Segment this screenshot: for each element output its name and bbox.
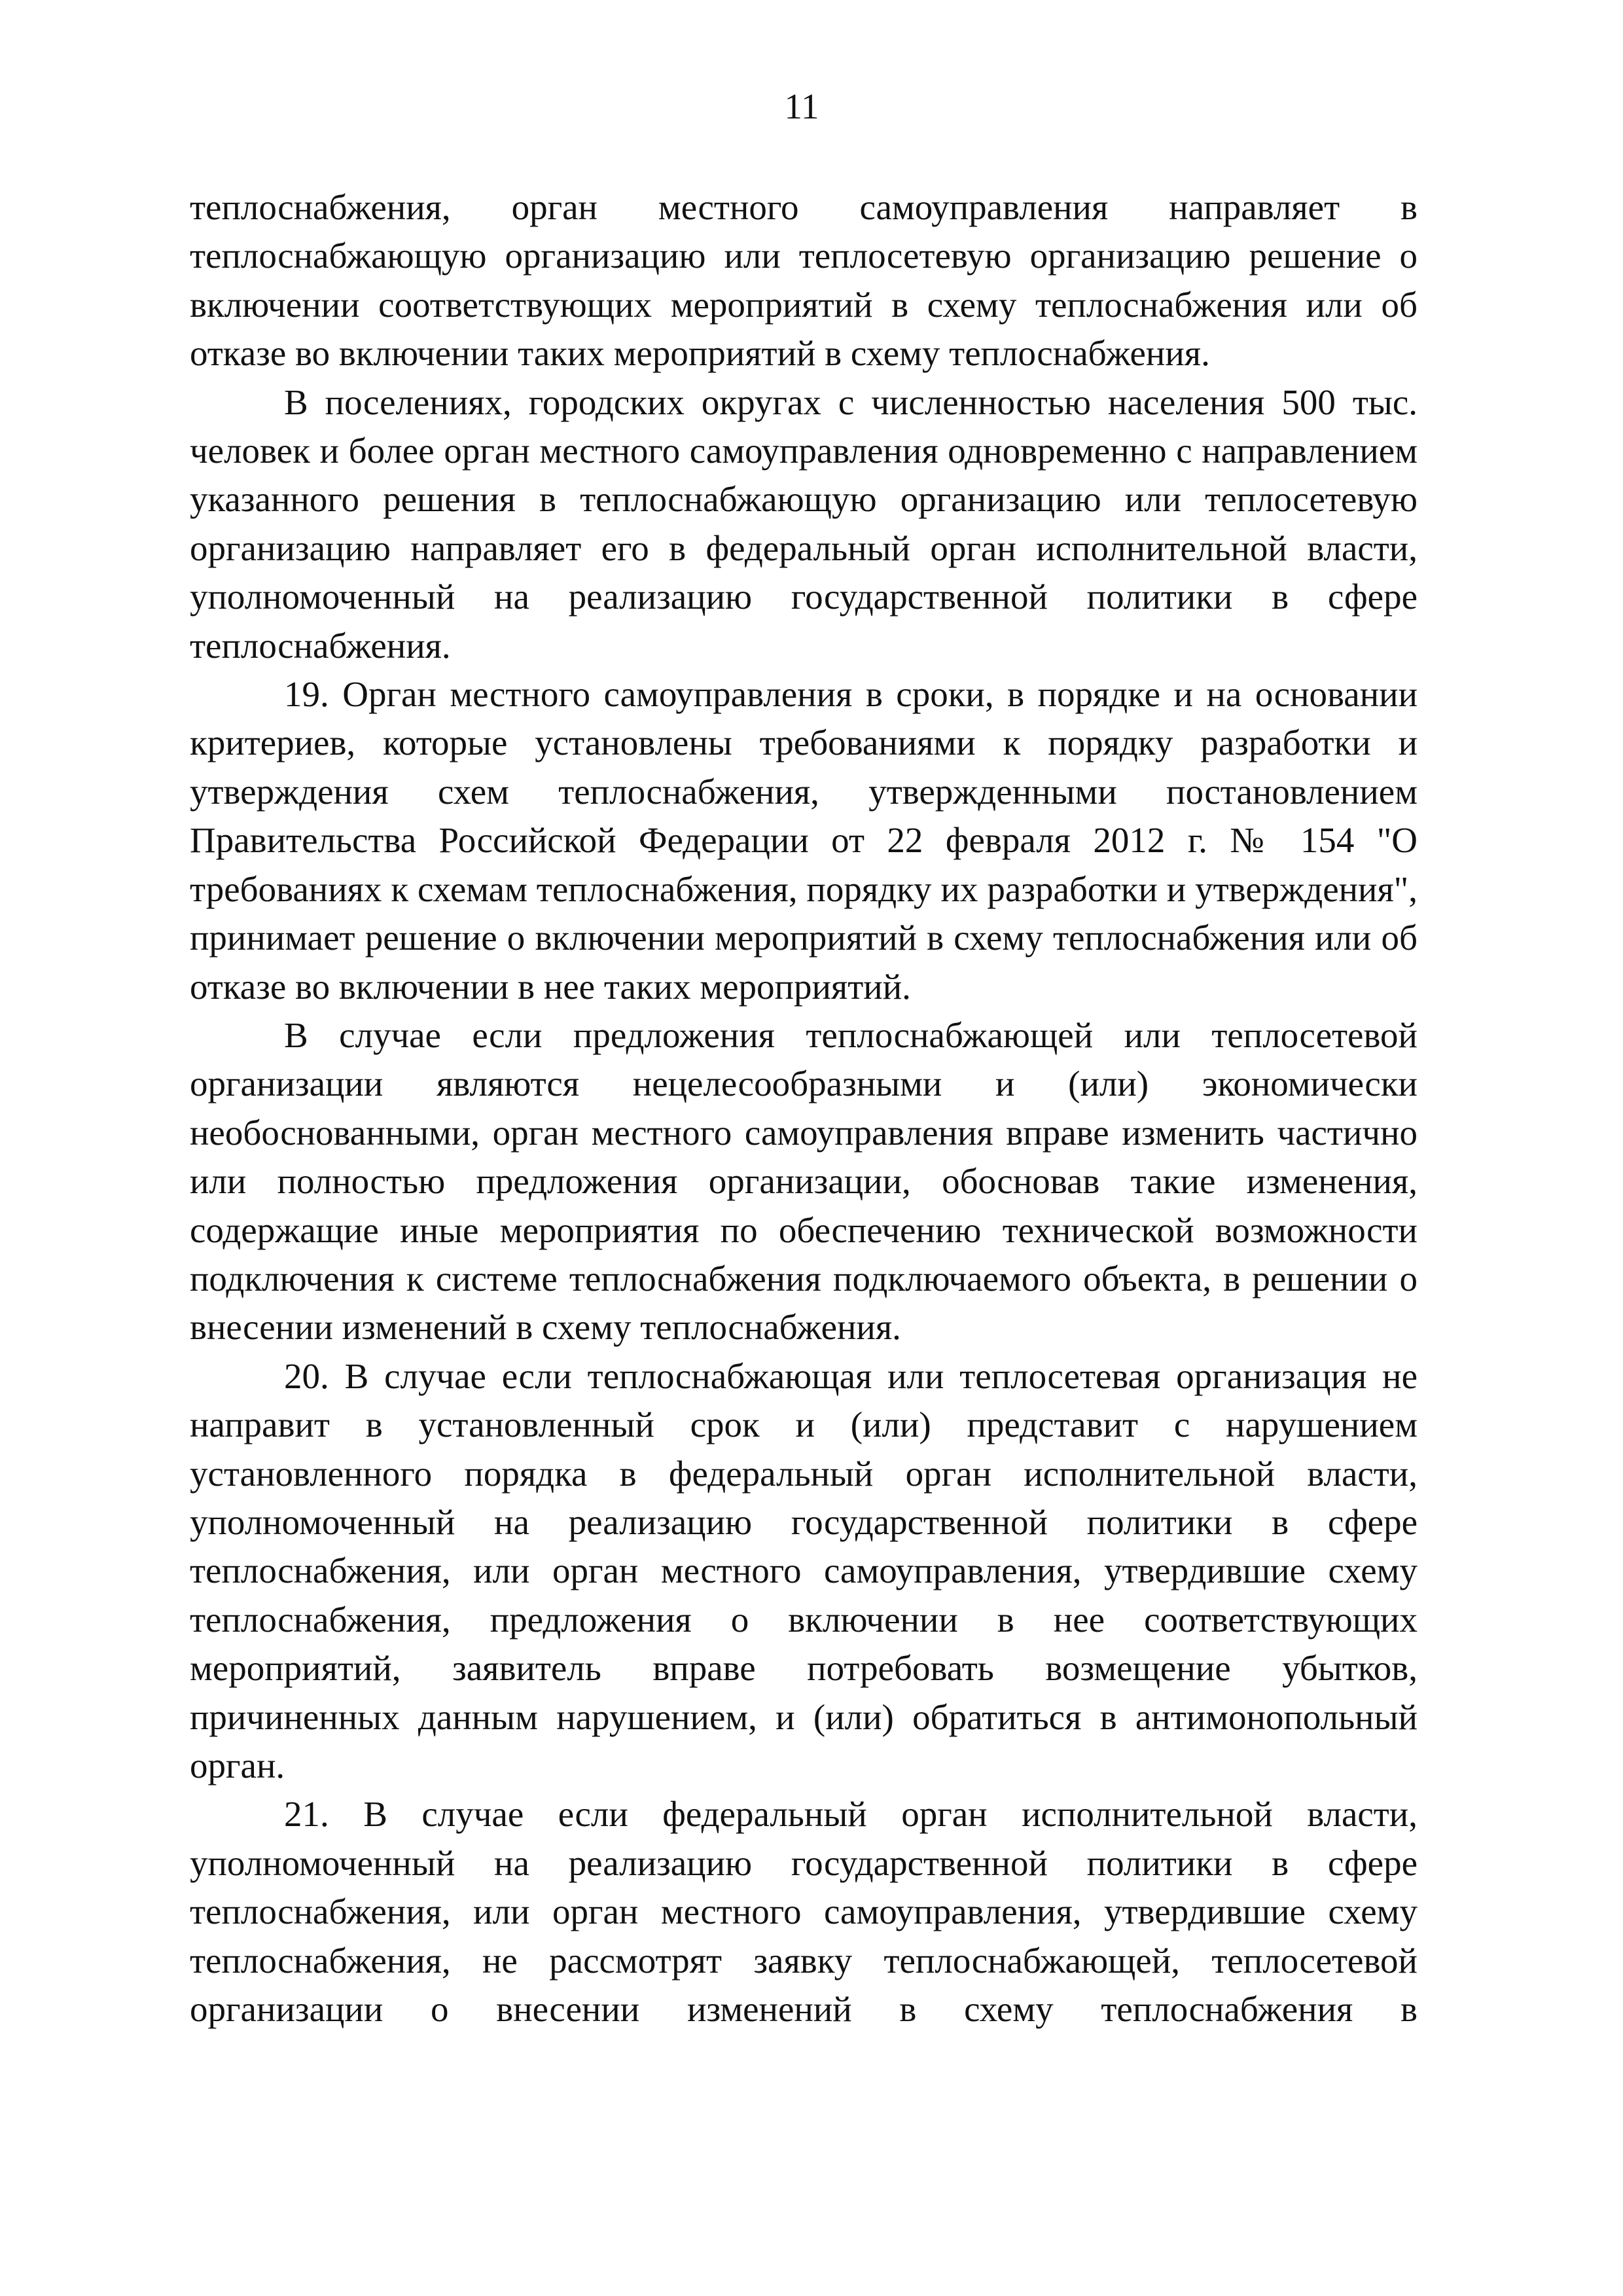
paragraph-proposals: В случае если предложения теплоснабжающей или теплосетевой организации являются нецелесообразными и (или) экономически необоснованными, орган местного самоуправления вправе изменить частично или полностью предложения организации, обосновав такие изменения, содержащие иные мероприятия по обеспечению технической возможности подключения к системе теплоснабжения подключаемого объекта, в решении о внесении изменений в схему теплоснабжения. xyxy=(190,1014,1418,1348)
document-body xyxy=(190,183,1418,2034)
paragraph-item-21: 21. В случае если федеральный орган исполнительной власти, уполномоченный на реализацию государственной политики в сфере теплоснабжения, или орган местного самоуправления, утвердившие схему теплоснабжения, не рассмотрят заявку теплоснабжающей, теплосетевой организации о внесении изменений в схему теплоснабжения в xyxy=(190,1794,1418,2030)
page-number: 11 xyxy=(784,86,819,126)
paragraph-item-19: 19. Орган местного самоуправления в сроки, в порядке и на основании критериев, которые установлены требованиями к порядку разработки и утверждения схем теплоснабжения, утвержденными постановлением Правительства Российской Федерации от 22 февраля 2012 г. № 154 "О требованиях к схемам теплоснабжения, порядку их разработки и утверждения", принимает решение о включении мероприятий в схему теплоснабжения или об отказе во включении в нее таких мероприятий. xyxy=(190,674,1418,1007)
paragraph-item-20: 20. В случае если теплоснабжающая или теплосетевая организация не направит в установленный срок и (или) представит с нарушением установленного порядка в федеральный орган исполнительной власти, уполномоченный на реализацию государственной политики в сфере теплоснабжения, или орган местного самоуправления, утвердившие схему теплоснабжения, предложения о включении в нее соответствующих мероприятий, заявитель вправе потребовать возмещение убытков, причиненных данным нарушением, и (или) обратиться в антимонопольный орган. xyxy=(190,1355,1418,1785)
paragraph-continuation: теплоснабжения, орган местного самоуправления направляет в теплоснабжающую организацию или теплосетевую организацию решение о включении соответствующих мероприятий в схему теплоснабжения или об отказе во включении таких мероприятий в схему теплоснабжения. xyxy=(190,187,1418,374)
paragraph-settlements: В поселениях, городских округах с численностью населения 500 тыс. человек и более орган местного самоуправления одновременно с направлением указанного решения в теплоснабжающую организацию или теплосетевую организацию направляет его в федеральный орган исполнительной власти, уполномоченный на реализацию государственной политики в сфере теплоснабжения. xyxy=(190,382,1418,666)
